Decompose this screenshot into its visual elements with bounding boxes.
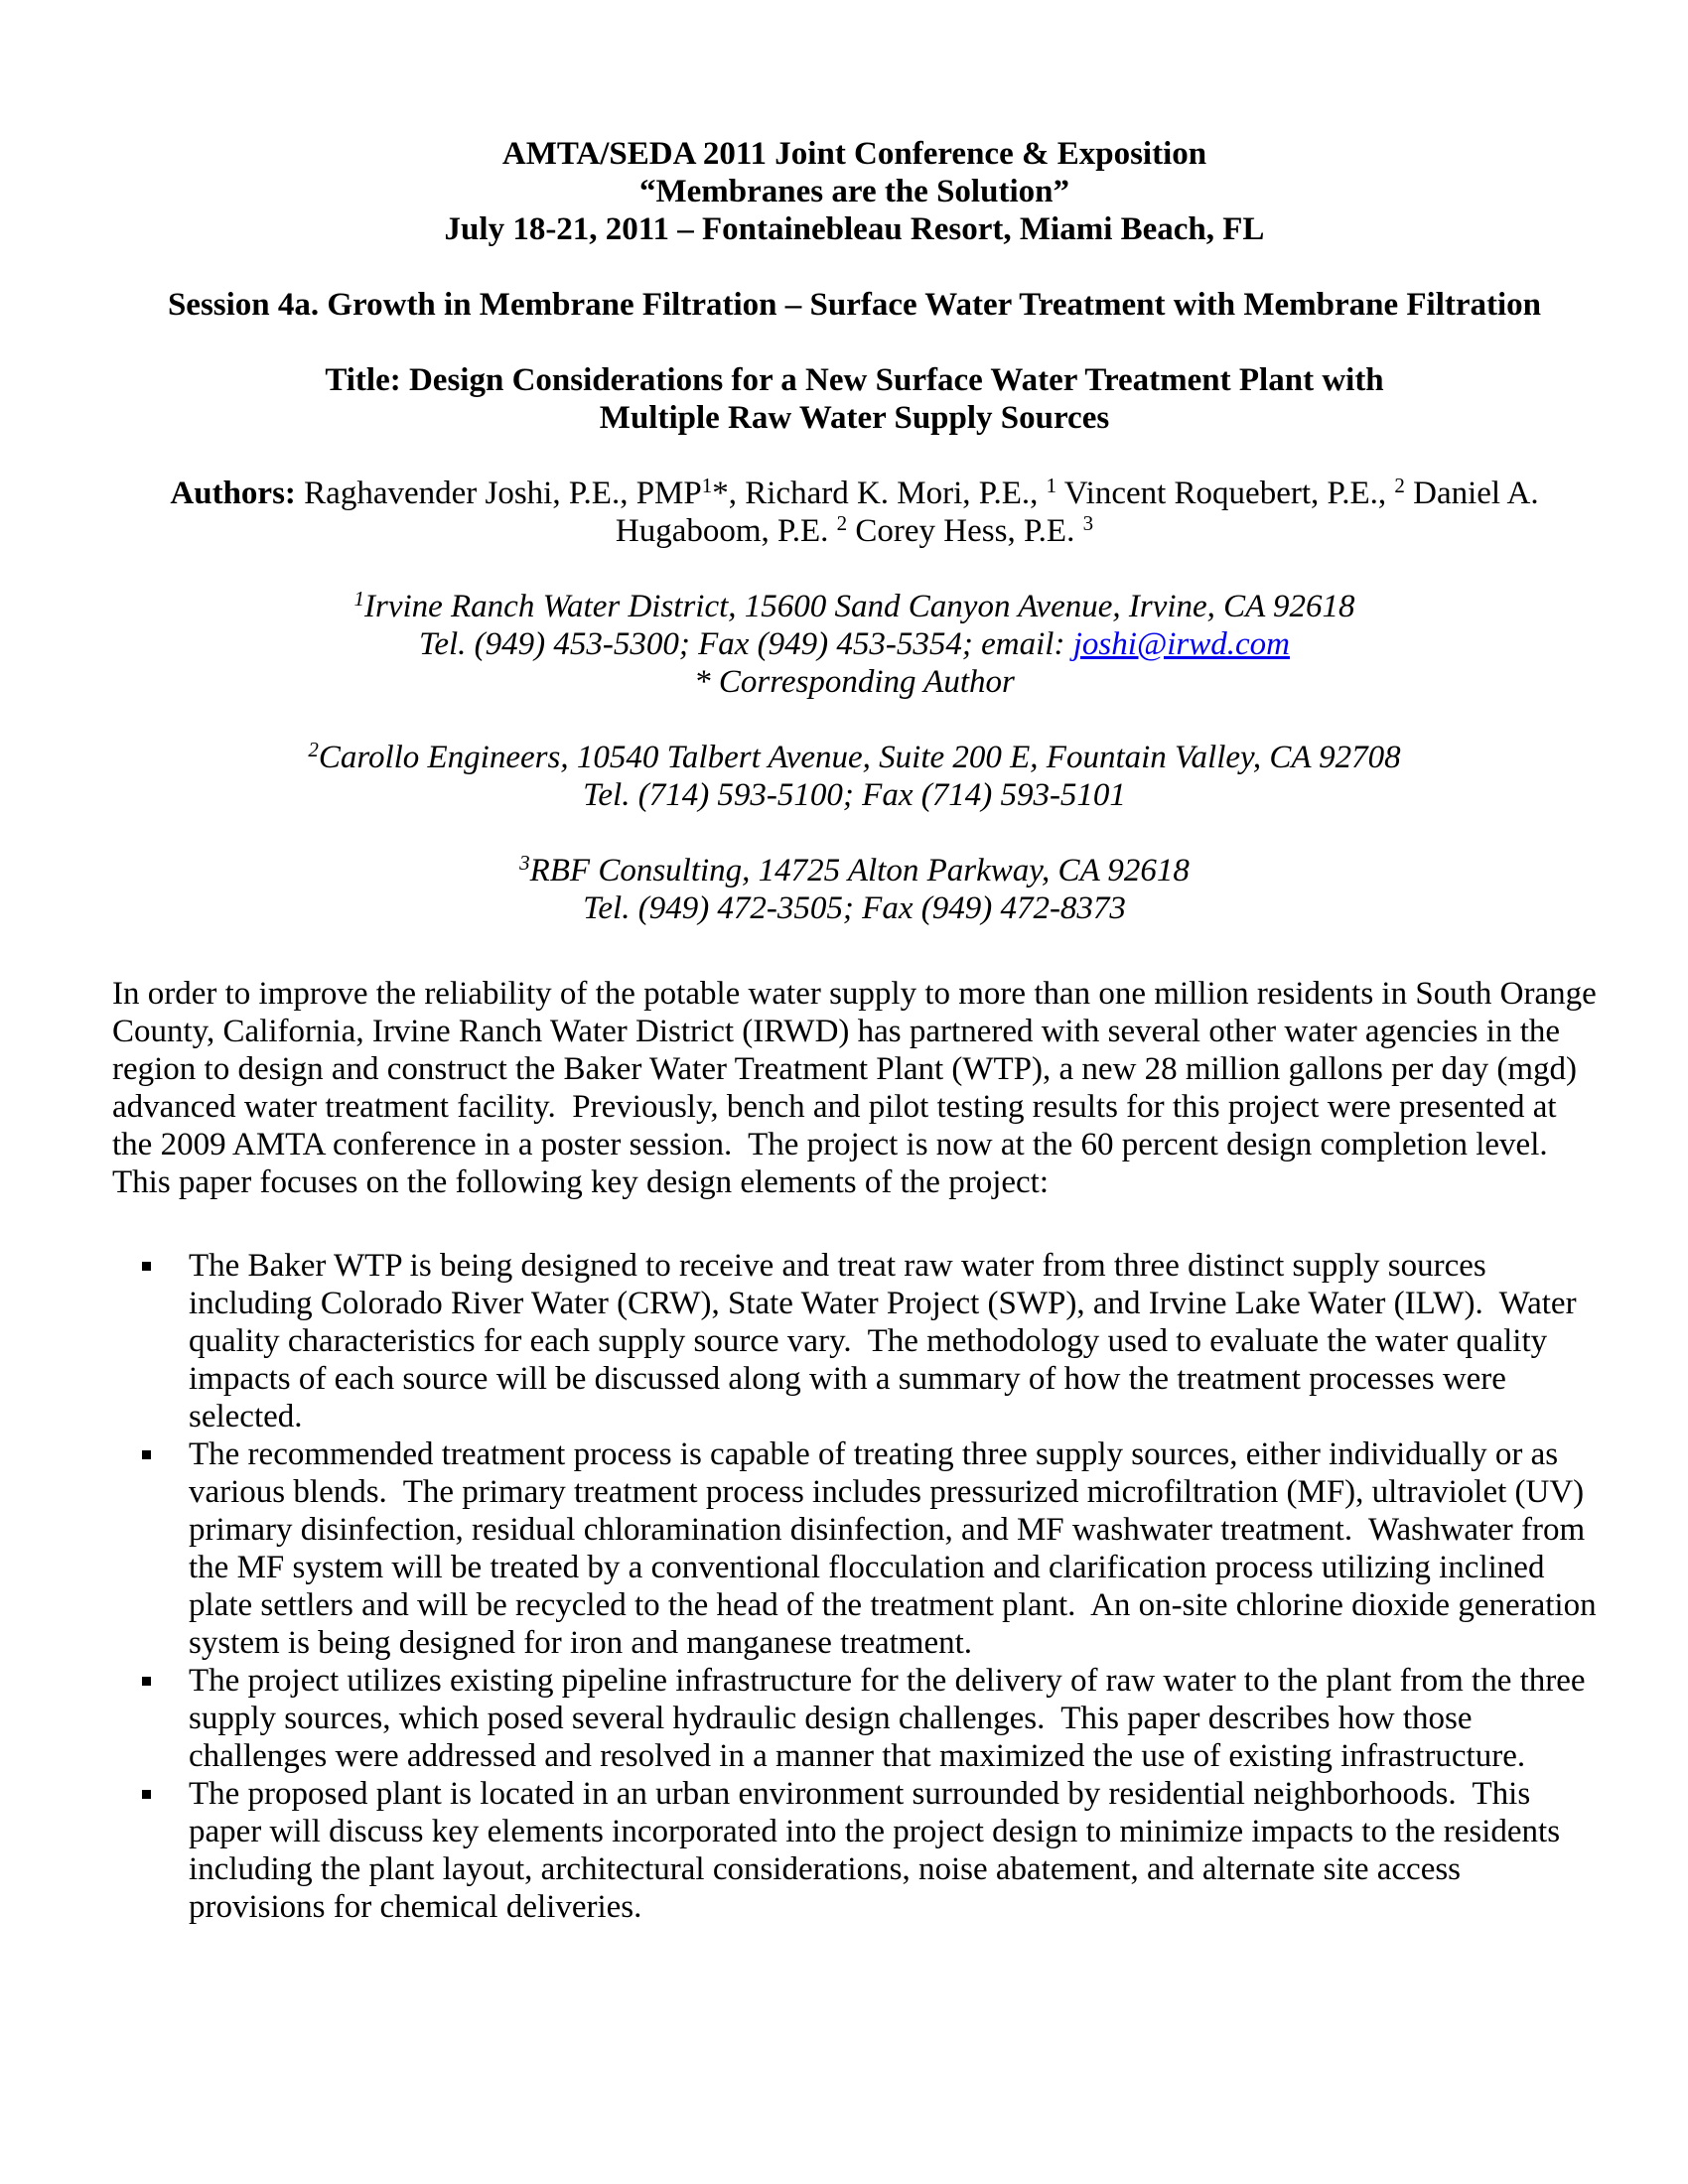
list-item [112, 1435, 1605, 1662]
square-bullet-icon [142, 1790, 151, 1799]
abstract-paragraph: In order to improve the reliability of the potable water supply to more than one million residents in South Orange County, California, Irvine Ranch Water District (IRWD) has partnered with several other water agencies in the region to design and construct the Baker Water Treatment Plant (WTP), a new 28 million gallons per day (mgd) advanced water treatment facility. Previously, bench and pilot testing results for this project were presented at the 2009 AMTA conference in a poster session. The project is now at the 60 percent design completion level. This paper focuses on the following key design elements of the project: [112, 976, 1605, 1200]
affiliation-3-org: RBF Consulting, 14725 Alton Parkway, CA 92618 [529, 853, 1190, 888]
conference-slogan: “Membranes are the Solution” [639, 174, 1069, 209]
email-link[interactable]: joshi@irwd.com [1072, 626, 1290, 662]
author-1: Raghavender Joshi, P.E., PMP [295, 476, 702, 511]
affiliation-2 [112, 739, 1597, 814]
key-elements-list [112, 1247, 1605, 1926]
affiliation-1-org: Irvine Ranch Water District, 15600 Sand Canyon Avenue, Irvine, CA 92618 [363, 589, 1355, 624]
affiliation-2-address [112, 739, 1597, 776]
affiliation-1-phone: Tel. (949) 453-5300; Fax (949) 453-5354; email: [419, 626, 1073, 662]
author-2-affiliation-ref: 1 [1046, 474, 1057, 497]
author-3: Vincent Roquebert, P.E., [1056, 476, 1395, 511]
conference-header [112, 135, 1597, 248]
affiliation-3 [112, 852, 1597, 927]
list-item-text: The proposed plant is located in an urban environment surrounded by residential neighborhoods. This paper will discuss key elements incorporated into the project design to minimize impacts to the residents including the plant layout, architectural considerations, noise abatement, and alternate site access provisions for chemical deliveries. [189, 1776, 1569, 1925]
list-item-text: The recommended treatment process is capable of treating three supply sources, either individually or as various blends. The primary treatment process includes pressurized microfiltration (MF), ultraviolet (UV) primary disinfection, residual chloramination disinfection, and MF washwater treatment. Washwater from the MF system will be treated by a conventional flocculation and clarification process utilizing inclined plate settlers and will be recycled to the head of the treatment plant. An on-site chlorine dioxide generation system is being designed for iron and manganese treatment. [189, 1436, 1605, 1661]
paper-title-line1: Title: Design Considerations for a New Surface Water Treatment Plant with [325, 362, 1384, 398]
author-1-affiliation-ref: 1 [701, 474, 713, 497]
square-bullet-icon [142, 1450, 151, 1459]
square-bullet-icon [142, 1677, 151, 1686]
list-item [112, 1662, 1597, 1775]
list-item-text: The Baker WTP is being designed to receive and treat raw water from three distinct supply sources including Colorado River Water (CRW), State Water Project (SWP), and Irvine Lake Water (ILW). Water quality characteristics for each supply source vary. The methodology used to evaluate the water quality impacts of each source will be discussed along with a summary of how the treatment processes were selected. [189, 1248, 1585, 1434]
affiliation-1-contact [112, 625, 1597, 663]
affiliation-3-contact: Tel. (949) 472-3505; Fax (949) 472-8373 [583, 890, 1126, 926]
authors-line [112, 475, 1597, 550]
affiliation-3-address [112, 852, 1597, 889]
affiliation-1-address [112, 588, 1597, 625]
author-4: Daniel A. Hugaboom, P.E. [615, 476, 1539, 549]
author-5: Corey Hess, P.E. [847, 513, 1083, 549]
square-bullet-icon [142, 1262, 151, 1271]
affiliation-1 [112, 588, 1597, 701]
paper-title-line2: Multiple Raw Water Supply Sources [599, 400, 1110, 436]
list-item-text: The project utilizes existing pipeline infrastructure for the delivery of raw water to the plant from the three supply sources, which posed several hydraulic design challenges. This paper describes how those challenges were addressed and resolved in a manner that maximized the use of existing infrastructure. [189, 1663, 1594, 1774]
affiliation-3-marker: 3 [519, 851, 530, 875]
author-3-affiliation-ref: 2 [1394, 474, 1405, 497]
conference-date-location: July 18-21, 2011 – Fontainebleau Resort, Miami Beach, FL [444, 211, 1265, 247]
affiliation-2-contact: Tel. (714) 593-5100; Fax (714) 593-5101 [583, 777, 1126, 813]
author-5-affiliation-ref: 3 [1082, 511, 1094, 535]
author-2: *, Richard K. Mori, P.E., [712, 476, 1047, 511]
session-heading: Session 4a. Growth in Membrane Filtration – Surface Water Treatment with Membrane Filtration [167, 287, 1542, 323]
list-item [112, 1775, 1597, 1926]
author-4-affiliation-ref: 2 [836, 511, 848, 535]
affiliation-2-marker: 2 [308, 738, 319, 761]
paper-title [112, 361, 1597, 437]
conference-name: AMTA/SEDA 2011 Joint Conference & Exposition [501, 136, 1207, 172]
corresponding-author-note: * Corresponding Author [694, 664, 1015, 700]
authors-label: Authors: [170, 476, 296, 511]
affiliation-1-marker: 1 [353, 587, 364, 611]
list-item [112, 1247, 1597, 1435]
affiliation-2-org: Carollo Engineers, 10540 Talbert Avenue, Suite 200 E, Fountain Valley, CA 92708 [318, 740, 1401, 775]
